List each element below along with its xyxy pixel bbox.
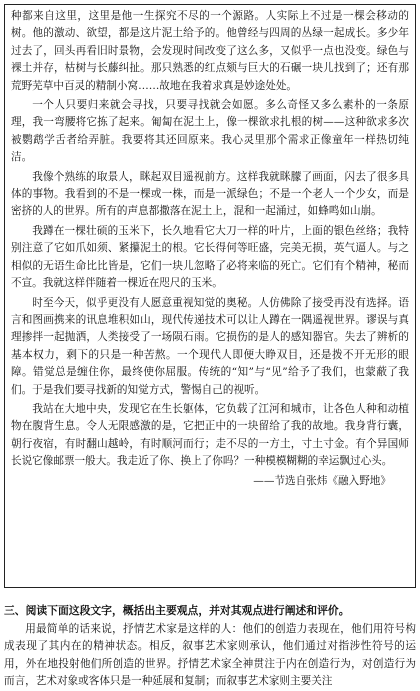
question-heading: 三、阅读下面这段文字，概括出主要观点，并对其观点进行阐述和评价。 <box>4 604 350 617</box>
passage-paragraph-1: 种都来自这里，这里是他一生探究不尽的一个源路。人实际上不过是一棵会移动的树。他的激动、欲望，都是这片泥土给予的。他曾经与四周的丛绿一起成长。多少年过去了，回头再看旧时景物，会发现时间改变了这么多，又似乎一点也没变。绿色与裸土并存，枯树与长藤纠扯。那只熟悉的红点颏与巨大的石碾一块儿找到了；还有那荒野芜草中百灵的精制小窝……故地在我着求真是妙途处处。 <box>11 10 409 92</box>
question-text: 用最简单的话来说，抒情艺术家是这样的人：他们的创造力表现在，他们用符号构成表现了其内在的精神状态。相反，叙事艺术家则承认，他们通过对指涉性符号的运用，外在地投射他们所创造的世界。抒情艺术家全神贯注于内在创造行为，对创造行为而言，艺术对象或客体只是一种延展和复制；而叙事艺术家则主要关注 <box>4 623 416 688</box>
passage-paragraph-2: 一个人只要归来就会寻找，只要寻找就会如愿。多么奇怪又多么素朴的一条原理，我一弯腰将它拣了起来。匍匐在泥土上，像一棵欲求扎根的树——这种欲求多次被鹦鹉学舌者给弄脏。我要将其还回原来。我心灵里那个需求正像童年一样热切纯洁。 <box>11 99 409 164</box>
passage-paragraph-4: 我蹲在一棵壮硕的玉米下，长久地看它大刀一样的叶片，上面的银色丝络；我特别注意了它如爪如须、紧攥泥土的根。它长得何等旺盛，完美无损，英气逼人。与之相似的无语生命比比皆是，它们一块儿忽略了必将来临的死亡。它们有个精神，秘而不宣。我就这样伴随着一棵近在咫尺的玉米。 <box>11 224 409 290</box>
passage-paragraph-3: 我像个熟练的取景人，眯起双目遥视前方。这样我就眯朦了画面，闪去了很多具体的事物。我看到的不是一棵或一株，而是一派绿色；不是一个老人一个少女，而是密挤的人的世界。所有的声息都撒落在泥土上，混和一起涌过，如蜂鸣如山崩。 <box>11 170 409 218</box>
reading-passage-box <box>4 4 416 588</box>
passage-paragraph-5: 时至今天，似乎更没有人愿意重视知觉的奥秘。人仿佛除了接受再没有选择。语言和图画携来的讯息堆积如山，现代传递技术可以让人蹲在一隅遥视世界。谬误与真理掺拌一起抛洒，人类接受了一场陨石雨。它损伤的是人的感知器官。失去了辨析的基本权力，剩下的只是一种苦熬。一个现代人即便大睁双目，还是拨不开无形的眼障。错觉总是缠住你，最终使你屈服。传统的“知”与“见”给予了我们，也蒙蔽了我们。于是我们要寻找新的知觉方式，警惕自己的视听。 <box>11 296 409 396</box>
passage-source: ——节选自张炜《融入野地》 <box>253 474 391 487</box>
exam-page <box>4 4 416 688</box>
passage-paragraph-6: 我站在大地中央，发现它在生长躯体，它负载了江河和城市，让各色人种和动植物在腹背生息。令人无限感激的是，它把正中的一块留给了我的故地。我身背行囊，朝行夜宿，有时翻山越岭，有时顺河而行；走不尽的一方土，寸土寸金。有个异国师长说它像邮票一般大。我走近了你、换上了你吗？一种模模糊糊的幸运飘过心头。 <box>11 402 409 468</box>
